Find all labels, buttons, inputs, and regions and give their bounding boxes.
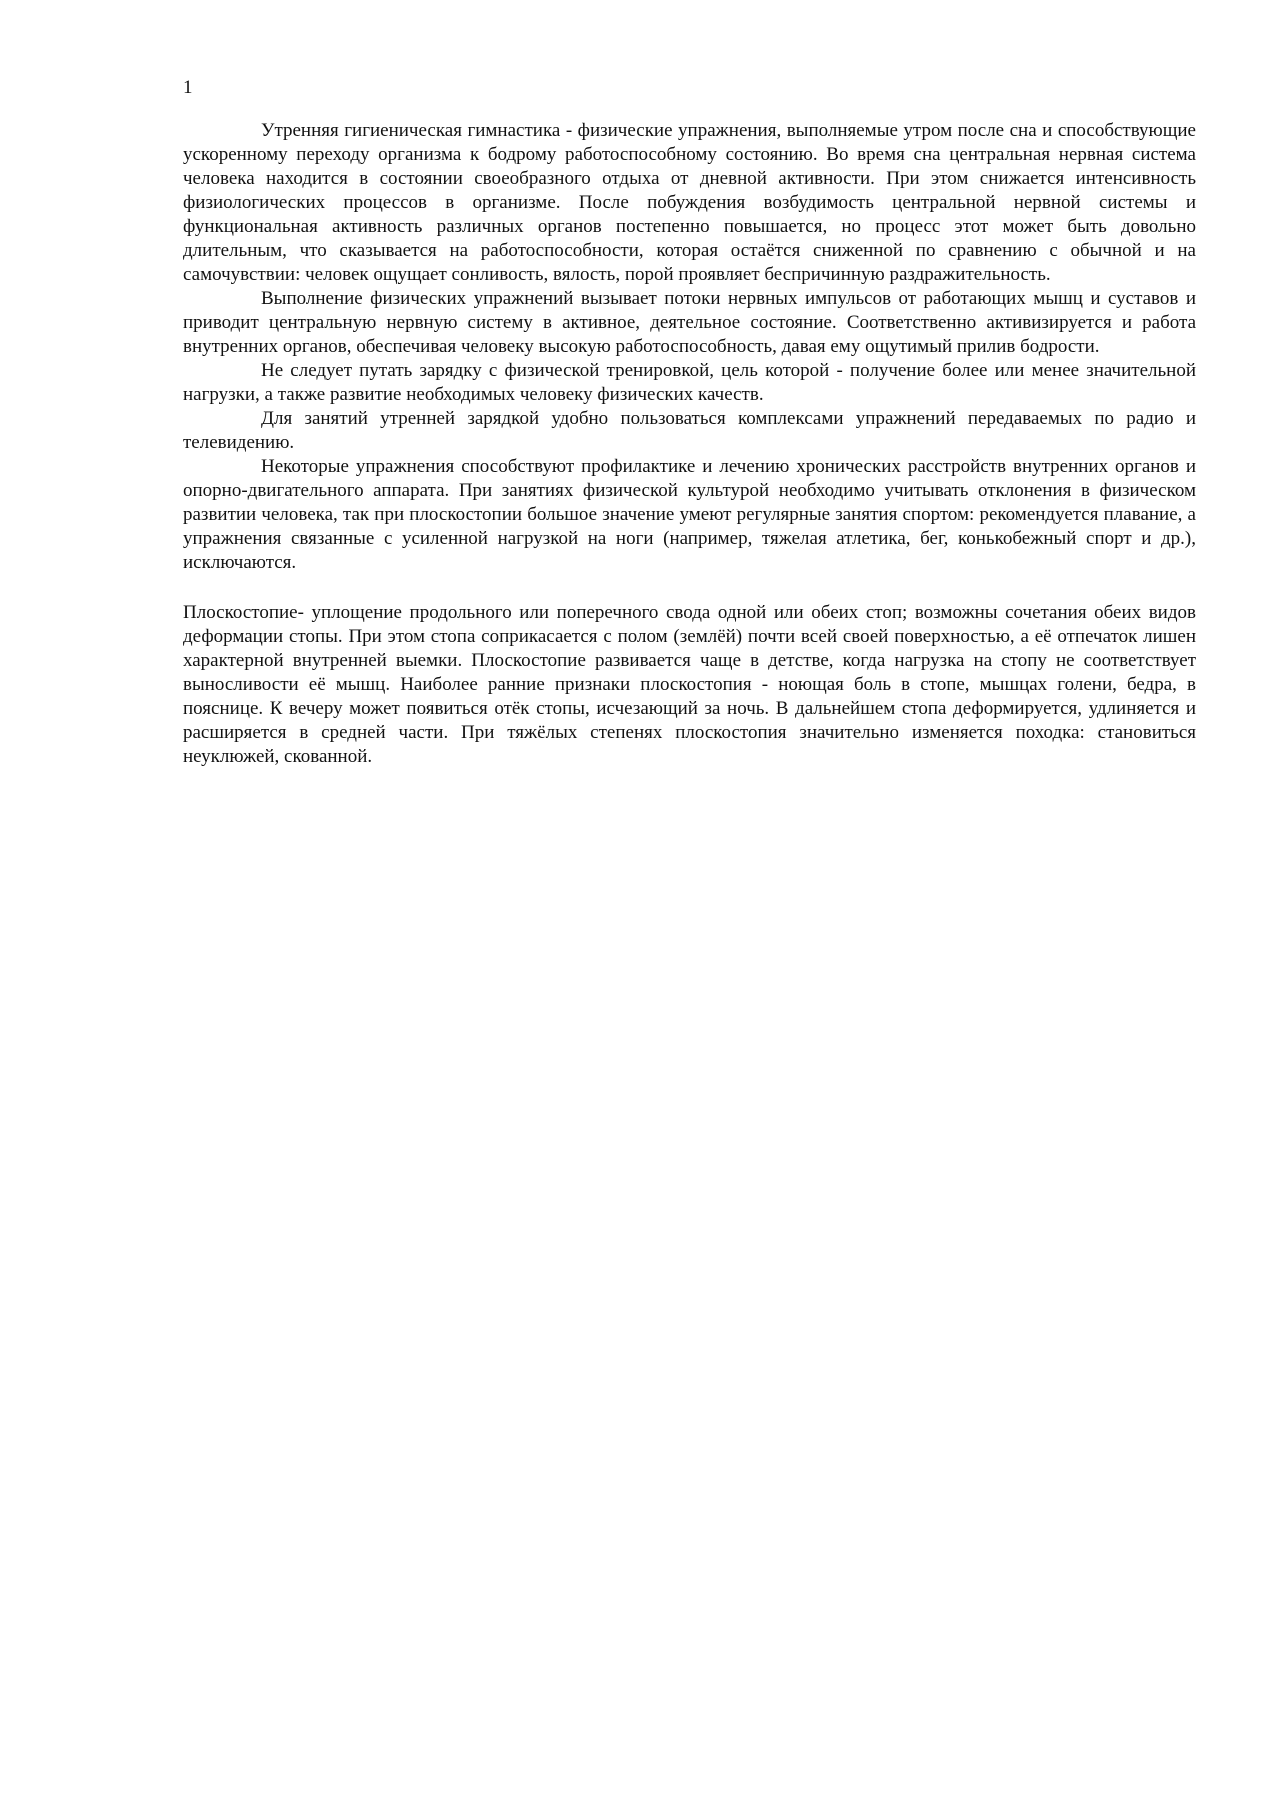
paragraph-morning-gymnastics: Утренняя гигиеническая гимнастика - физические упражнения, выполняемые утром после сна и способствующие ускоренному переходу организма к бодрому работоспособному состоянию. Во время сна центральная нервная система человека находится в состоянии своеобразного отдыха от дневной активности. При этом снижается интенсивность физиологических процессов в организме. После побуждения возбудимость центральной нервной системы и функциональная активность различных органов постепенно повышается, но процесс этот может быть довольно длительным, что сказывается на работоспособности, которая остаётся сниженной по сравнению с обычной и на самочувствии: человек ощущает сонливость, вялость, порой проявляет беспричинную раздражительность. (183, 120, 1196, 285)
definition-term: Плоскостопие- (183, 602, 304, 623)
paragraph-training-difference: Не следует путать зарядку с физической тренировкой, цель которой - получение более или менее значительной нагрузки, а также развитие необходимых человеку физических качеств. (183, 360, 1196, 405)
paragraph-radio-tv: Для занятий утренней зарядкой удобно пользоваться комплексами упражнений передаваемых по радио и телевидению. (183, 408, 1196, 453)
definition-text: уплощение продольного или поперечного свода одной или обеих стоп; возможны сочетания обеих видов деформации стопы. При этом стопа соприкасается с полом (землёй) почти всей своей поверхностью, а её отпечаток лишен характерной внутренней выемки. Плоскостопие развивается чаще в детстве, когда нагрузка на стопу не соответствует выносливости её мышц. Наиболее ранние признаки плоскостопия - ноющая боль в стопе, мышцах голени, бедра, в пояснице. К вечеру может появиться отёк стопы, исчезающий за ночь. В дальнейшем стопа деформируется, удлиняется и расширяется в средней части. При тяжёлых степенях плоскостопия значительно изменяется походка: становиться неуклюжей, скованной. (183, 602, 1196, 767)
paragraph-gap (183, 575, 1196, 601)
paragraph-prevention: Некоторые упражнения способствуют профилактике и лечению хронических расстройств внутренних органов и опорно-двигательного аппарата. При занятиях физической культурой необходимо учитывать отклонения в физическом развитии человека, так при плоскостопии большое значение умеют регулярные занятия спортом: рекомендуется плавание, а упражнения связанные с усиленной нагрузкой на ноги (например, тяжелая атлетика, бег, конькобежный спорт и др.), исключаются. (183, 456, 1196, 573)
page-number: 1 (183, 77, 193, 98)
paragraph-flatfoot-definition (183, 601, 1196, 769)
document-body (183, 119, 1196, 769)
paragraph-exercise-effects: Выполнение физических упражнений вызывает потоки нервных импульсов от работающих мышц и суставов и приводит центральную нервную систему в активное, деятельное состояние. Соответственно активизируется и работа внутренних органов, обеспечивая человеку высокую работоспособность, давая ему ощутимый прилив бодрости. (183, 288, 1196, 357)
